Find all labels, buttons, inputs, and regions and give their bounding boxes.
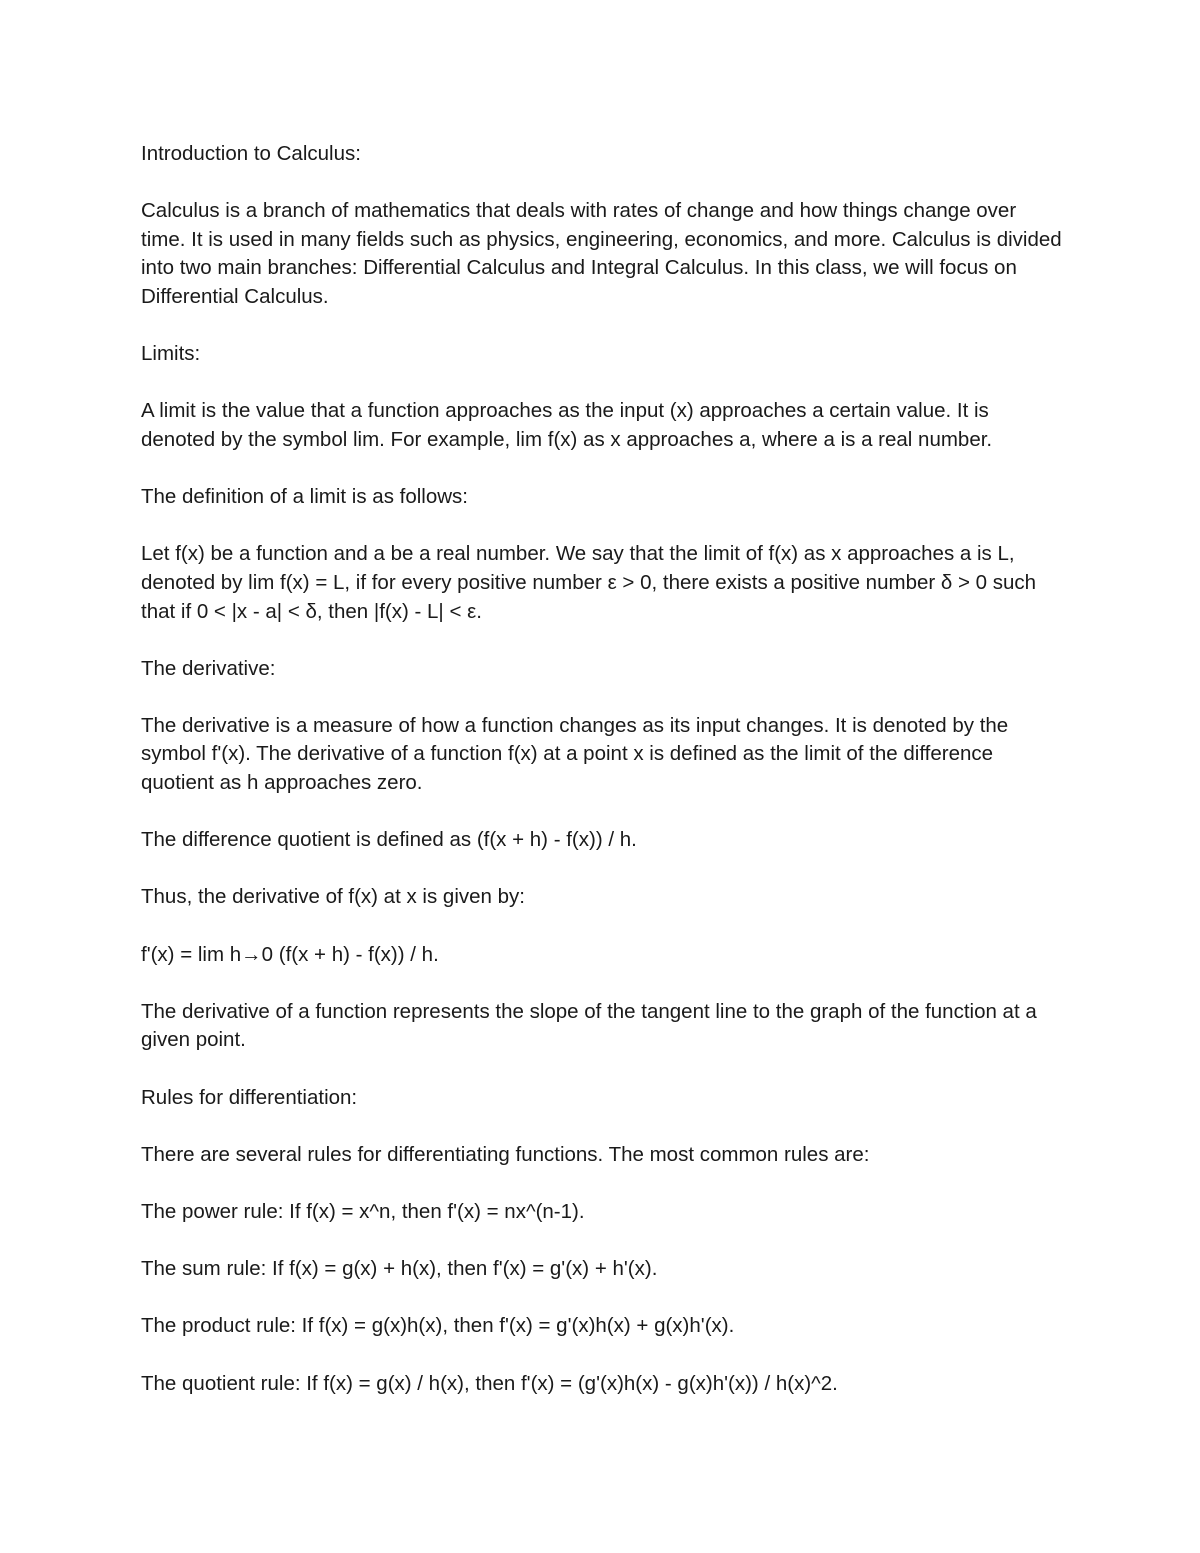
heading-introduction: Introduction to Calculus: (141, 142, 361, 165)
heading-rules: Rules for differentiation: (141, 1085, 358, 1109)
paragraph-derivative-description: The derivative is a measure of how a function changes as its input changes. It is denoted by the symbol f'(x). The derivative of a function f(x) at a point x is defined as the limit of the difference quotient as h approaches zero. (141, 713, 1009, 795)
paragraph-derivative-given-by: Thus, the derivative of f(x) at x is given by: (141, 885, 525, 909)
rule-product: The product rule: If f(x) = g(x)h(x), then f'(x) = g'(x)h(x) + g(x)h'(x). (141, 1314, 735, 1338)
paragraph-limit-definition-intro: The definition of a limit is as follows: (141, 485, 468, 509)
heading-derivative: The derivative: (141, 656, 276, 680)
heading-limits: Limits: (141, 342, 201, 366)
rule-power: The power rule: If f(x) = x^n, then f'(x) = nx^(n-1). (141, 1199, 585, 1223)
paragraph-rules-intro: There are several rules for differentiating functions. The most common rules are: (141, 1142, 870, 1166)
paragraph-tangent-slope: The derivative of a function represents the slope of the tangent line to the graph of the function at a given point. (141, 999, 1037, 1052)
paragraph-limit-description: A limit is the value that a function approaches as the input (x) approaches a certain value. It is denoted by the symbol lim. For example, lim f(x) as x approaches a, where a is a real number. (141, 399, 993, 451)
paragraph-difference-quotient: The difference quotient is defined as (f(x + h) - f(x)) / h. (141, 828, 637, 852)
rule-quotient: The quotient rule: If f(x) = g(x) / h(x), then f'(x) = (g'(x)h(x) - g(x)h'(x)) / h(x)^2. (141, 1371, 838, 1395)
paragraph-calculus-overview: Calculus is a branch of mathematics that deals with rates of change and how things change over time. It is used in many fields such as physics, engineering, economics, and more. Calculus is divided into two main branches: Differential Calculus and Integral Calculus. In this class, we will focus on Differential Calculus. (141, 199, 1062, 308)
document-page (141, 140, 1066, 1427)
rule-sum: The sum rule: If f(x) = g(x) + h(x), then f'(x) = g'(x) + h'(x). (141, 1257, 658, 1281)
paragraph-limit-definition: Let f(x) be a function and a be a real number. We say that the limit of f(x) as x approaches a is L, denoted by lim f(x) = L, if for every positive number ε > 0, there exists a positive number δ > 0 such that if 0 < |x - a| < δ, then |f(x) - L| < ε. (141, 542, 1037, 623)
formula-derivative-limit: f'(x) = lim h→0 (f(x + h) - f(x)) / h. (141, 942, 439, 966)
